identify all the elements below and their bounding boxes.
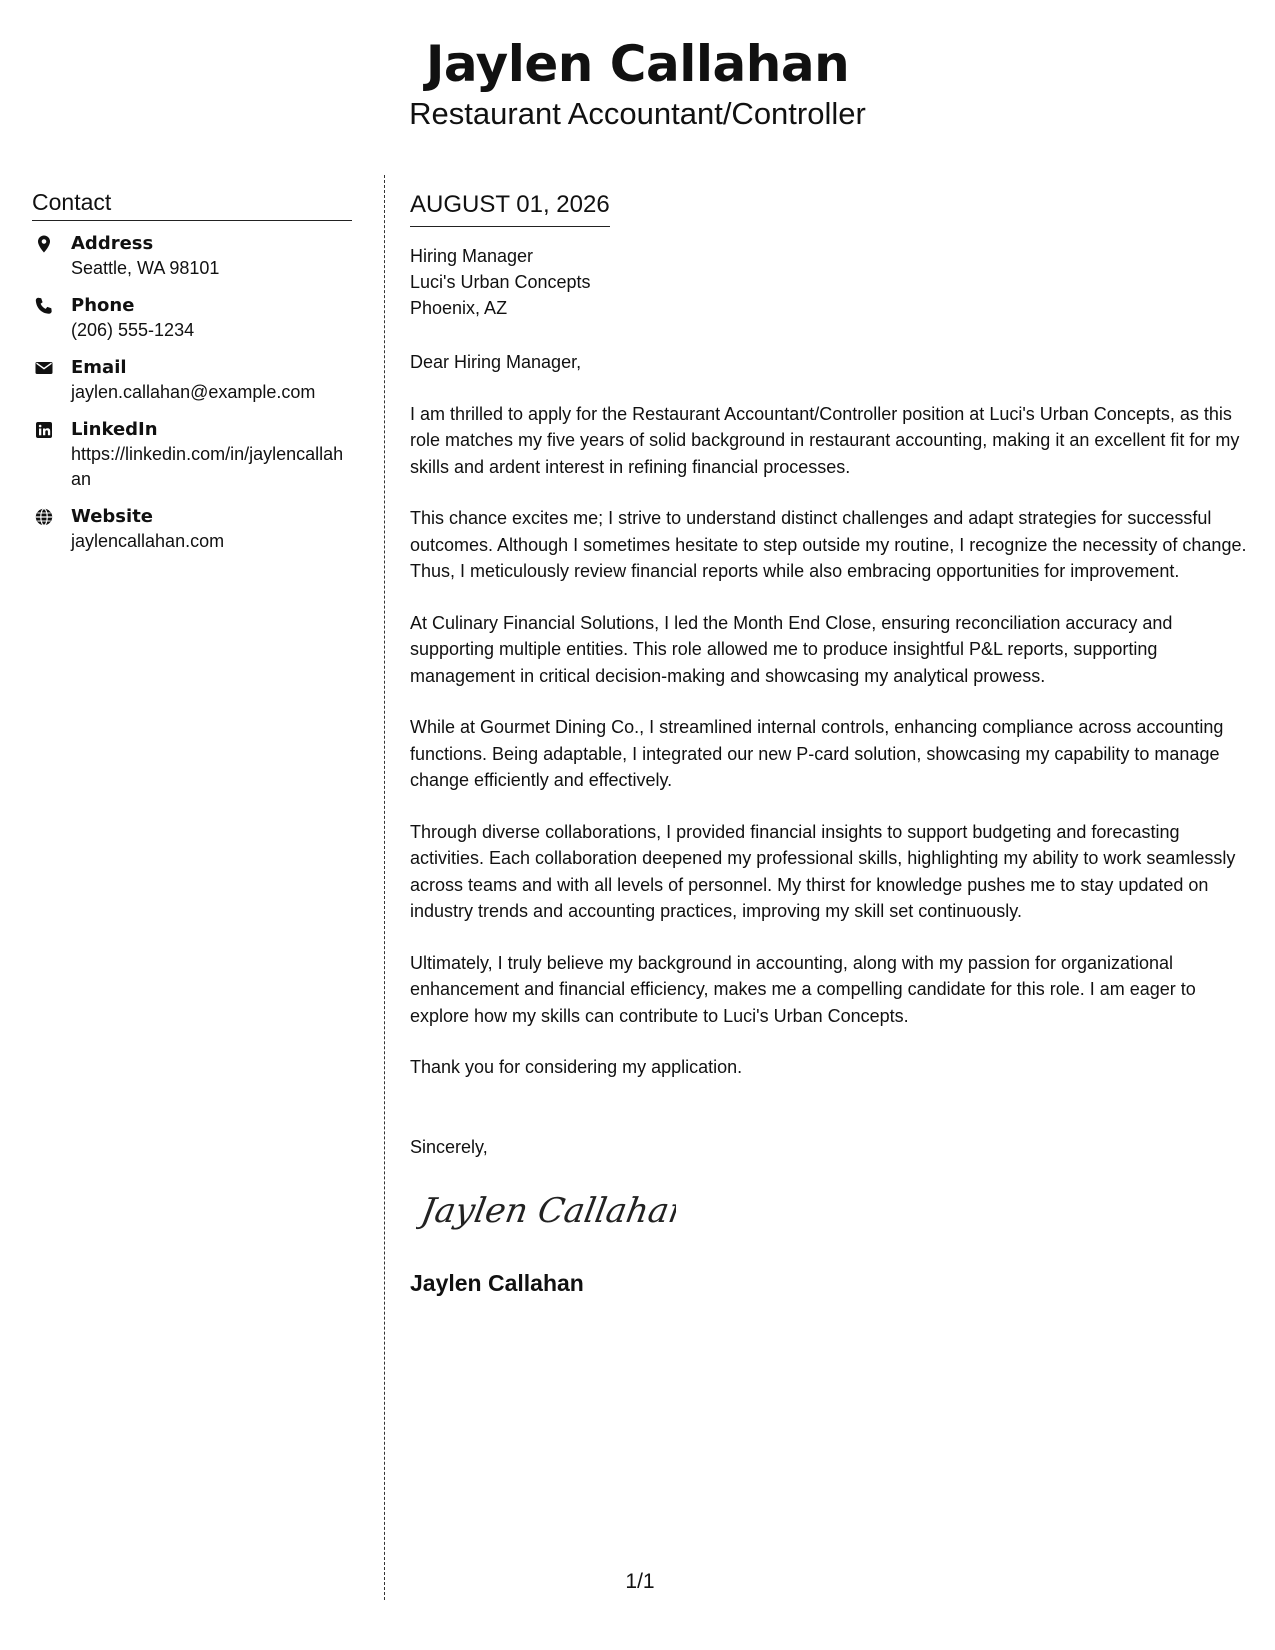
paragraph: I am thrilled to apply for the Restaurant Accountant/Controller position at Luci's Urban Concepts, as this role matches my five years of solid background in restaurant accounting, making it an excellent fit for my skills and ardent interest in refining financial processes. bbox=[410, 403, 1240, 477]
recipient-location: Phoenix, AZ bbox=[410, 298, 508, 318]
location-pin-icon bbox=[34, 234, 54, 254]
linkedin-icon bbox=[34, 420, 54, 440]
contact-label: Phone bbox=[71, 295, 135, 316]
closing: Sincerely, bbox=[410, 1136, 488, 1157]
contact-label: Address bbox=[71, 233, 154, 254]
recipient-block bbox=[410, 243, 1255, 321]
greeting: Dear Hiring Manager, bbox=[410, 352, 582, 372]
paragraph: While at Gourmet Dining Co., I streamlined internal controls, enhancing compliance across accounting functions. Being adaptable, I integrated our new P-card solution, showcasing my capability to manage change efficiently and effectively. bbox=[410, 717, 1224, 790]
contact-label: LinkedIn bbox=[71, 419, 158, 440]
paragraph: Ultimately, I truly believe my background in accounting, along with my passion for organizational enhancement and financial efficiency, makes me a compelling candidate for this role. I am eager to explore how my skills can contribute to Luci's Urban Concepts. bbox=[410, 952, 1196, 1026]
svg-text:Jaylen Callahan: Jaylen Callahan bbox=[418, 1191, 676, 1231]
contact-item-linkedin bbox=[32, 417, 352, 492]
paragraph: This chance excites me; I strive to understand distinct challenges and adapt strategies for successful outcomes. Although I sometimes hesitate to step outside my routine, I recognize the necessity of change. Thus, I meticulously review financial reports while also embracing opportunities for improvement. bbox=[410, 508, 1247, 581]
phone-value: (206) 555-1234 bbox=[71, 320, 195, 340]
phone-icon bbox=[34, 296, 54, 316]
header bbox=[0, 32, 1275, 134]
paragraph: Thank you for considering my application. bbox=[410, 1057, 743, 1077]
linkedin-value[interactable]: https://linkedin.com/in/jaylencallahan bbox=[71, 444, 344, 489]
recipient-company: Luci's Urban Concepts bbox=[410, 272, 591, 292]
contact-label: Website bbox=[71, 506, 154, 527]
candidate-name: Jaylen Callahan bbox=[425, 35, 850, 93]
globe-icon bbox=[34, 507, 54, 527]
letter-body bbox=[410, 190, 1255, 1298]
paragraph: Through diverse collaborations, I provided financial insights to support budgeting and forecasting activities. Each collaboration deepened my professional skills, highlighting my ability to work seamlessly across teams and with all levels of personnel. My thirst for knowledge pushes me to stay updated on industry trends and accounting practices, improving my skill set continuously. bbox=[410, 821, 1236, 921]
signer-name: Jaylen Callahan bbox=[410, 1269, 584, 1296]
address-value: Seattle, WA 98101 bbox=[71, 258, 220, 278]
paragraph: At Culinary Financial Solutions, I led the Month End Close, ensuring reconciliation accuracy and supporting multiple entities. This role allowed me to produce insightful P&L reports, supporting management in critical decision-making and showcasing my analytical prowess. bbox=[410, 612, 1173, 686]
contact-item-email bbox=[32, 355, 352, 405]
contact-item-website bbox=[32, 504, 352, 554]
contact-item-phone bbox=[32, 293, 352, 343]
email-value: jaylen.callahan@example.com bbox=[71, 382, 316, 402]
website-value[interactable]: jaylencallahan.com bbox=[71, 531, 225, 551]
contact-heading: Contact bbox=[32, 188, 352, 221]
candidate-role: Restaurant Accountant/Controller bbox=[409, 96, 866, 131]
contact-sidebar bbox=[32, 188, 352, 566]
letter-date: AUGUST 01, 2026 bbox=[410, 190, 610, 227]
page-number: 1/1 bbox=[625, 1570, 655, 1593]
recipient-title: Hiring Manager bbox=[410, 246, 534, 266]
contact-label: Email bbox=[71, 357, 127, 378]
contact-item-address bbox=[32, 231, 352, 281]
envelope-icon bbox=[34, 358, 54, 378]
contact-list bbox=[32, 231, 352, 554]
handwritten-signature bbox=[416, 1186, 676, 1236]
column-divider bbox=[384, 175, 385, 1600]
